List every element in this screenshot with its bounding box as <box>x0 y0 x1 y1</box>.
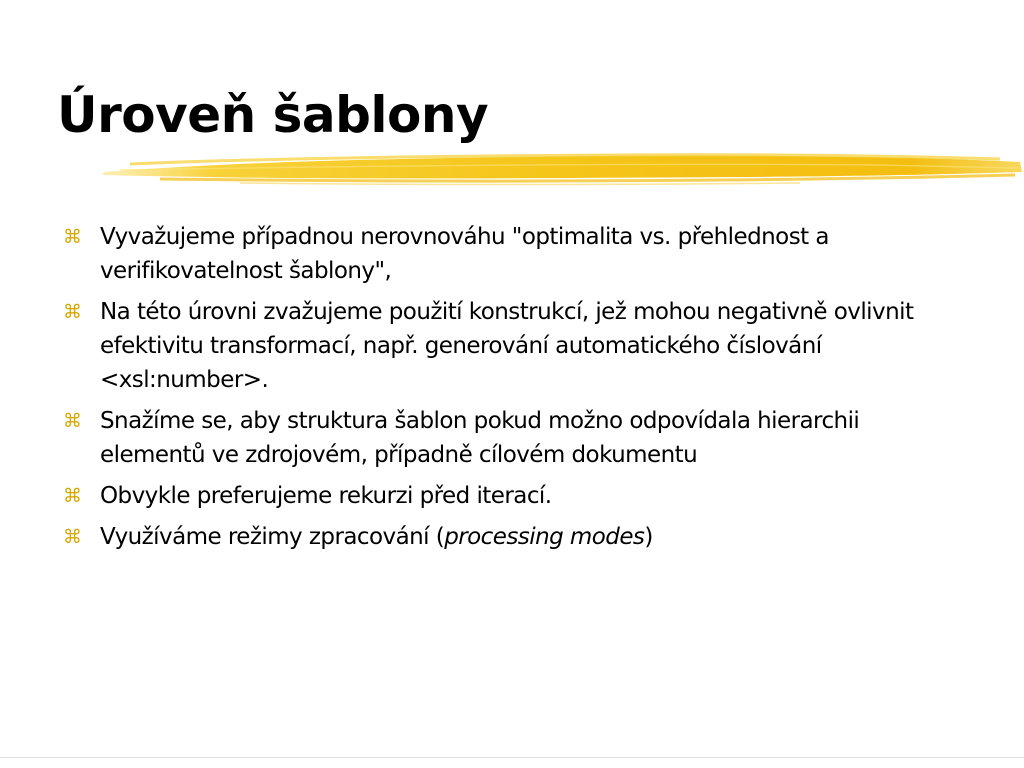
bullet-text: Na této úrovni zvažujeme použití konstrukcí, jež mohou negativně ovlivnit efektivitu transformací, např. generování automatického číslování <xsl:number>. <box>100 299 914 393</box>
place-of-interest-icon: ⌘ <box>63 526 82 548</box>
bullet-text-end: ) <box>644 524 653 550</box>
bullet-list <box>63 220 963 561</box>
place-of-interest-icon: ⌘ <box>63 485 82 507</box>
bullet-text-italic: processing modes <box>444 524 645 550</box>
bullet-text: Vyvažujeme případnou nerovnováhu "optimalita vs. přehlednost a verifikovatelnost šablony", <box>100 224 829 284</box>
bullet-item <box>63 479 963 513</box>
title-underline-brush <box>100 145 1024 190</box>
bullet-text <box>100 524 653 550</box>
bullet-item <box>63 404 963 472</box>
bottom-divider <box>0 757 1024 758</box>
place-of-interest-icon: ⌘ <box>63 301 82 323</box>
bullet-item <box>63 220 963 288</box>
bullet-item <box>63 520 963 554</box>
bullet-item <box>63 295 963 397</box>
bullet-text-start: Využíváme režimy zpracování ( <box>100 524 445 550</box>
place-of-interest-icon: ⌘ <box>63 226 82 248</box>
place-of-interest-icon: ⌘ <box>63 410 82 432</box>
bullet-text: Obvykle preferujeme rekurzi před iterací. <box>100 483 552 509</box>
bullet-text: Snažíme se, aby struktura šablon pokud možno odpovídala hierarchii elementů ve zdrojovém, případně cílovém dokumentu <box>100 408 860 468</box>
slide-title: Úroveň šablony <box>57 86 489 144</box>
